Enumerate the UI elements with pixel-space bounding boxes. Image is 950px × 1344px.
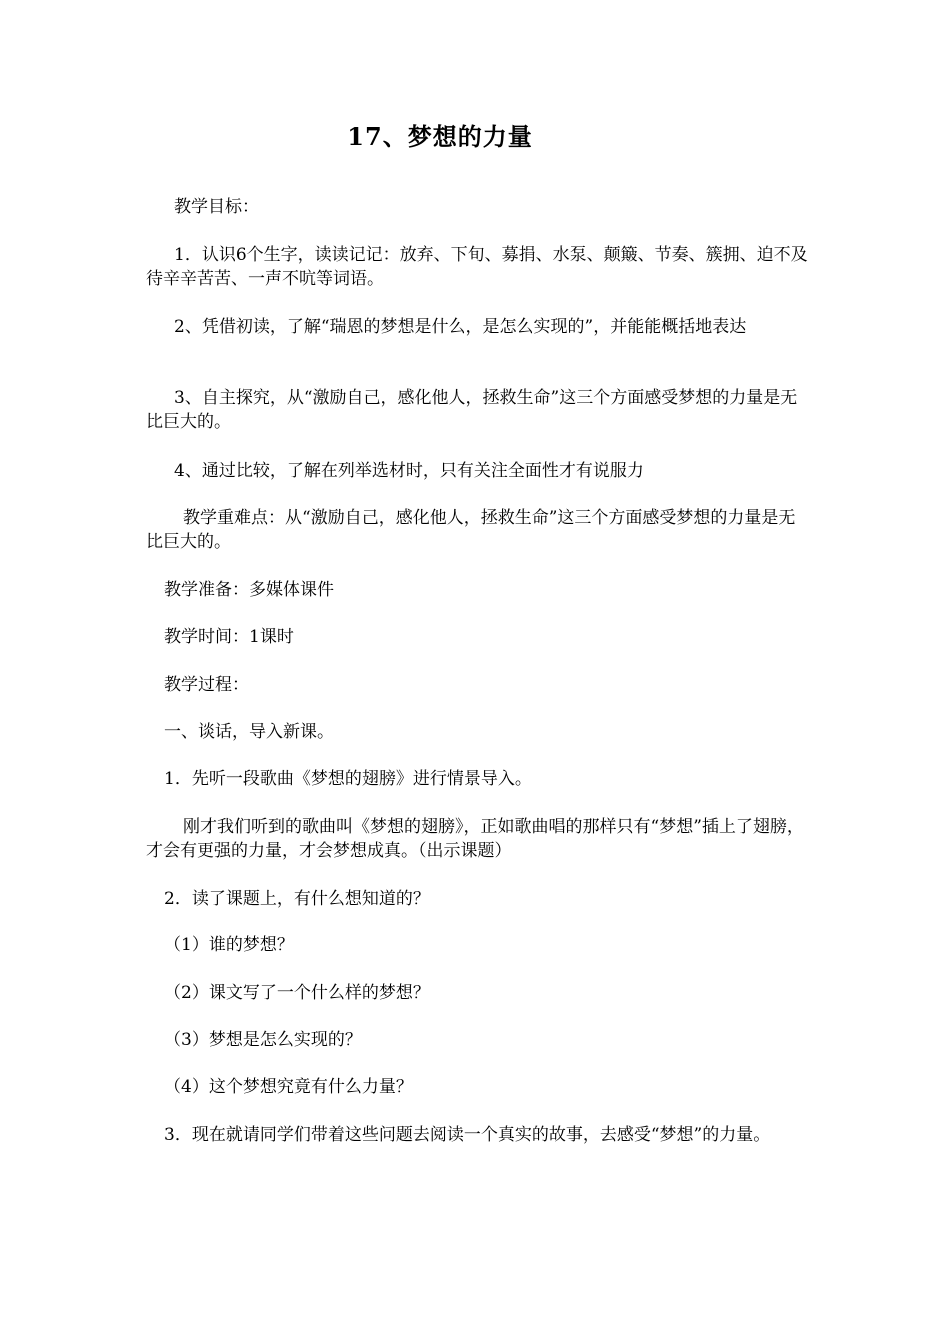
paragraph-process: 教学过程： xyxy=(164,675,249,695)
paragraph-goal-2: 2、凭借初读，了解“瑞恩的梦想是什么，是怎么实现的”，并能能概括地表达 xyxy=(174,317,747,337)
paragraph-song-intro: 刚才我们听到的歌曲叫《梦想的翅膀》，正如歌曲唱的那样只有“梦想”插上了翅膀，才会有更强的力量，才会梦想成真。（出示课题） xyxy=(146,817,804,861)
paragraph-step-1: 1．先听一段歌曲《梦想的翅膀》进行情景导入。 xyxy=(164,769,532,789)
document-title: 17、梦想的力量 xyxy=(347,122,533,151)
paragraph-time: 教学时间：1课时 xyxy=(164,627,294,647)
paragraph-question-2: （2）课文写了一个什么样的梦想？ xyxy=(164,983,430,1003)
paragraph-question-1: （1）谁的梦想？ xyxy=(164,935,294,955)
paragraph-step-3: 3．现在就请同学们带着这些问题去阅读一个真实的故事，去感受“梦想”的力量。 xyxy=(164,1125,771,1145)
paragraph-question-3: （3）梦想是怎么实现的？ xyxy=(164,1030,362,1050)
paragraph-question-4: （4）这个梦想究竟有什么力量？ xyxy=(164,1077,413,1097)
paragraph-teaching-goals: 教学目标： xyxy=(174,197,259,217)
paragraph-goal-4: 4、通过比较，了解在列举选材时，只有关注全面性才有说服力 xyxy=(174,461,644,481)
paragraph-step-2: 2．读了课题上，有什么想知道的？ xyxy=(164,889,430,909)
paragraph-preparation: 教学准备：多媒体课件 xyxy=(164,580,334,600)
paragraph-section-1: 一、谈话，导入新课。 xyxy=(164,722,334,742)
paragraph-goal-3: 3、自主探究，从“激励自己，感化他人，拯救生命”这三个方面感受梦想的力量是无比巨大的。 xyxy=(146,388,798,432)
paragraph-goal-1: 1．认识6个生字，读读记记：放弃、下旬、募捐、水泵、颠簸、节奏、簇拥、迫不及待辛辛苦苦、一声不吭等词语。 xyxy=(146,245,808,289)
paragraph-key-points: 教学重难点：从“激励自己，感化他人，拯救生命”这三个方面感受梦想的力量是无比巨大的。 xyxy=(146,508,796,552)
